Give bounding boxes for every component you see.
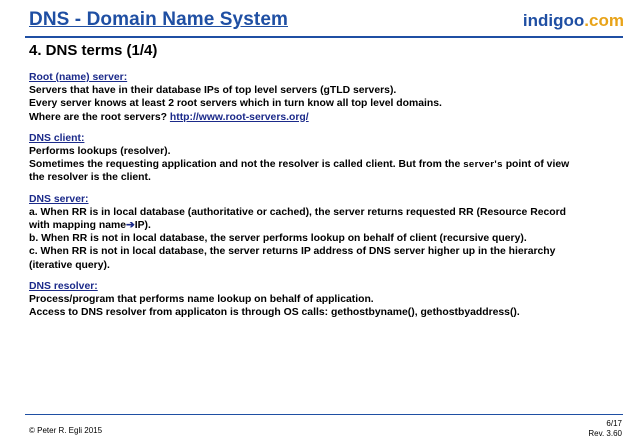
slide-header bbox=[0, 0, 638, 40]
section-title: DNS client: bbox=[29, 132, 85, 144]
section-dns-resolver bbox=[29, 280, 629, 320]
brand-dot: . bbox=[584, 11, 590, 30]
arrow-right-icon: ➔ bbox=[126, 220, 135, 232]
header-divider bbox=[25, 36, 623, 38]
section-title: DNS resolver: bbox=[29, 280, 98, 292]
footer-divider bbox=[25, 414, 623, 415]
link-prefix: Where are the root servers? bbox=[29, 111, 170, 123]
section-title: Root (name) server: bbox=[29, 72, 128, 83]
page-info bbox=[588, 419, 622, 439]
text-line: Performs lookups (resolver). bbox=[29, 146, 171, 158]
text-line: (iterative query). bbox=[29, 259, 110, 271]
section-title: DNS server: bbox=[29, 193, 89, 205]
text-line: a. When RR is in local database (authoritative or cached), the server returns requested RR (Resource Record bbox=[29, 206, 567, 218]
text-fragment: with mapping name bbox=[29, 220, 126, 232]
brand-name: indigoo bbox=[522, 11, 585, 30]
revision: Rev. 3.60 bbox=[588, 429, 622, 438]
section-dns-client bbox=[29, 132, 629, 185]
text-line: the resolver is the client. bbox=[29, 172, 151, 184]
slide-content bbox=[29, 71, 629, 327]
section-root-server bbox=[29, 71, 629, 124]
text-line: Process/program that performs name lookup on behalf of application. bbox=[29, 294, 374, 306]
text-fragment: Sometimes the requesting application and not the resolver is called client. But from the bbox=[29, 159, 464, 171]
section-heading: 4. DNS terms (1/4) bbox=[29, 42, 158, 59]
brand-tld: com bbox=[589, 11, 624, 30]
slide-title: DNS - Domain Name System bbox=[29, 9, 288, 30]
brand-logo bbox=[523, 11, 624, 31]
text-fragment: point of view bbox=[502, 159, 570, 171]
text-line: Access to DNS resolver from applicaton is through OS calls: gethostbyname(), gethostbyaddress(). bbox=[29, 307, 520, 319]
text-fragment-server: server's bbox=[463, 159, 503, 171]
text-line bbox=[29, 219, 629, 232]
text-line: b. When RR is not in local database, the server performs lookup on behalf of client (recursive query). bbox=[29, 233, 527, 245]
text-line: Servers that have in their database IPs of top level servers (gTLD servers). bbox=[29, 85, 397, 97]
text-line: c. When RR is not in local database, the server returns IP address of DNS server higher up in the hierarchy bbox=[29, 246, 556, 258]
copyright-text: © Peter R. Egli 2015 bbox=[29, 426, 103, 435]
text-line bbox=[29, 158, 629, 171]
section-dns-server bbox=[29, 193, 629, 272]
page-number: 6/17 bbox=[606, 419, 622, 428]
root-servers-link[interactable]: http://www.root-servers.org/ bbox=[169, 111, 309, 123]
text-line bbox=[29, 111, 629, 124]
text-line: Every server knows at least 2 root servers which in turn know all top level domains. bbox=[29, 98, 442, 110]
text-fragment: IP). bbox=[134, 220, 151, 232]
